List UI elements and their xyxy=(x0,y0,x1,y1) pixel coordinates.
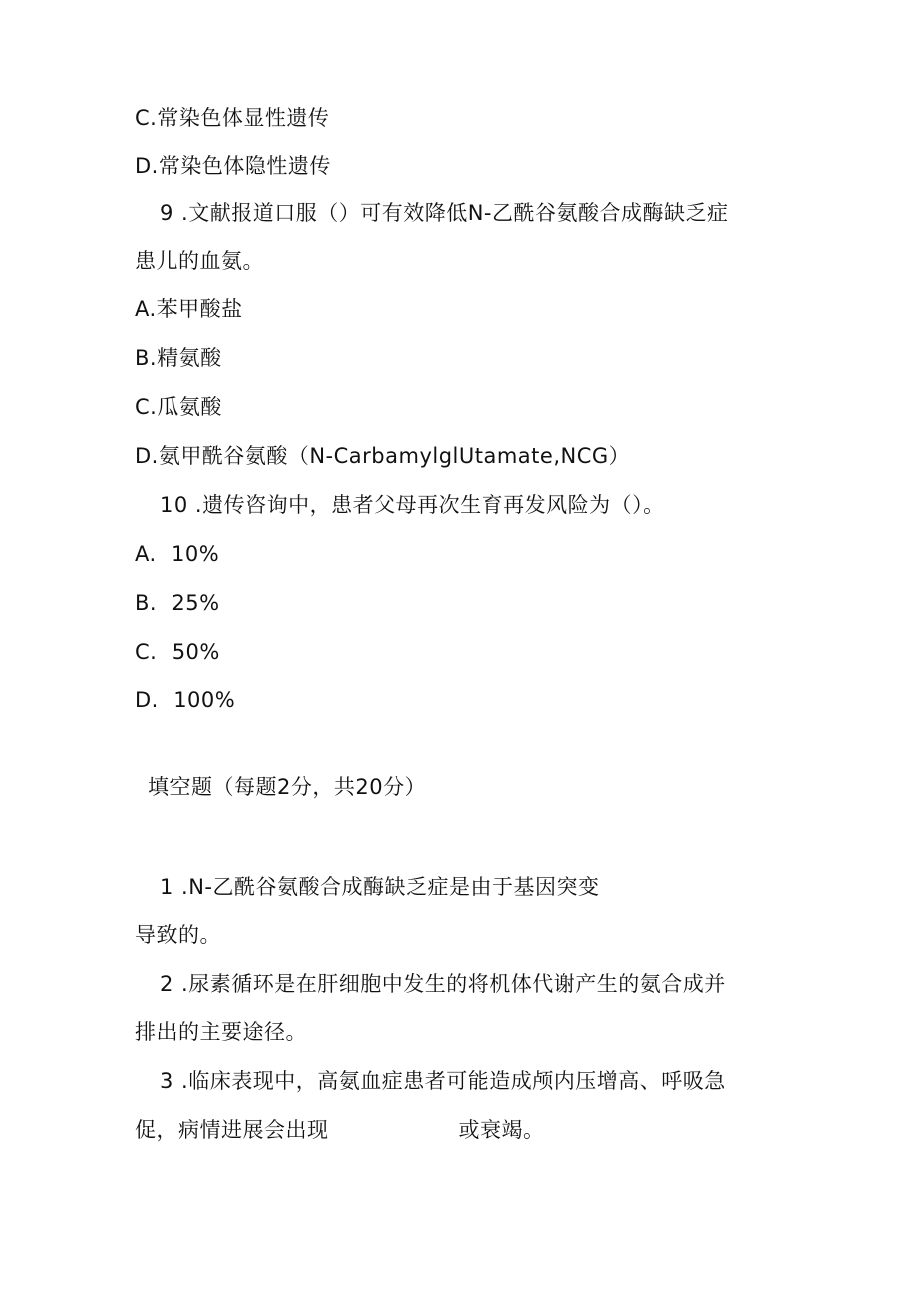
fill-q3-line2-before-blank: 促，病情进展会出现 xyxy=(135,1118,329,1142)
q10-option-a: A. 10% xyxy=(135,542,220,566)
q10-option-b: B. 25% xyxy=(135,591,220,615)
q9-stem-line1: 9 .文献报道口服（）可有效降低N-乙酰谷氨酸合成酶缺乏症 xyxy=(160,201,729,225)
q9-stem-line2: 患儿的血氨。 xyxy=(135,249,264,273)
fill-q2-line2: 排出的主要途径。 xyxy=(135,1020,307,1044)
q9-option-d: D.氨甲酰谷氨酸（N-CarbamylglUtamate,NCG） xyxy=(135,444,631,468)
q10-stem: 10 .遗传咨询中，患者父母再次生育再发风险为（）。 xyxy=(160,493,665,517)
fill-q3-line2-after-blank: 或衰竭。 xyxy=(458,1118,545,1142)
fill-q3-line1: 3 .临床表现中，高氨血症患者可能造成颅内压增高、呼吸急 xyxy=(160,1069,726,1093)
q9-option-c: C.瓜氨酸 xyxy=(135,395,222,419)
fill-q2-line1: 2 .尿素循环是在肝细胞中发生的将机体代谢产生的氨合成并 xyxy=(160,972,726,996)
q8-option-d: D.常染色体隐性遗传 xyxy=(135,154,331,178)
q8-option-c: C.常染色体显性遗传 xyxy=(135,106,330,130)
q9-option-b: B.精氨酸 xyxy=(135,346,222,370)
fill-q1-line2: 导致的。 xyxy=(135,923,221,947)
q10-option-c: C. 50% xyxy=(135,640,220,664)
fill-q1-line1: 1 .N-乙酰谷氨酸合成酶缺乏症是由于基因突变 xyxy=(160,875,600,899)
q10-option-d: D. 100% xyxy=(135,688,236,712)
fill-section-heading: 填空题（每题2分，共20分） xyxy=(148,775,427,799)
q9-option-a: A.苯甲酸盐 xyxy=(135,297,243,321)
fill-q3-line2 xyxy=(135,1116,545,1144)
